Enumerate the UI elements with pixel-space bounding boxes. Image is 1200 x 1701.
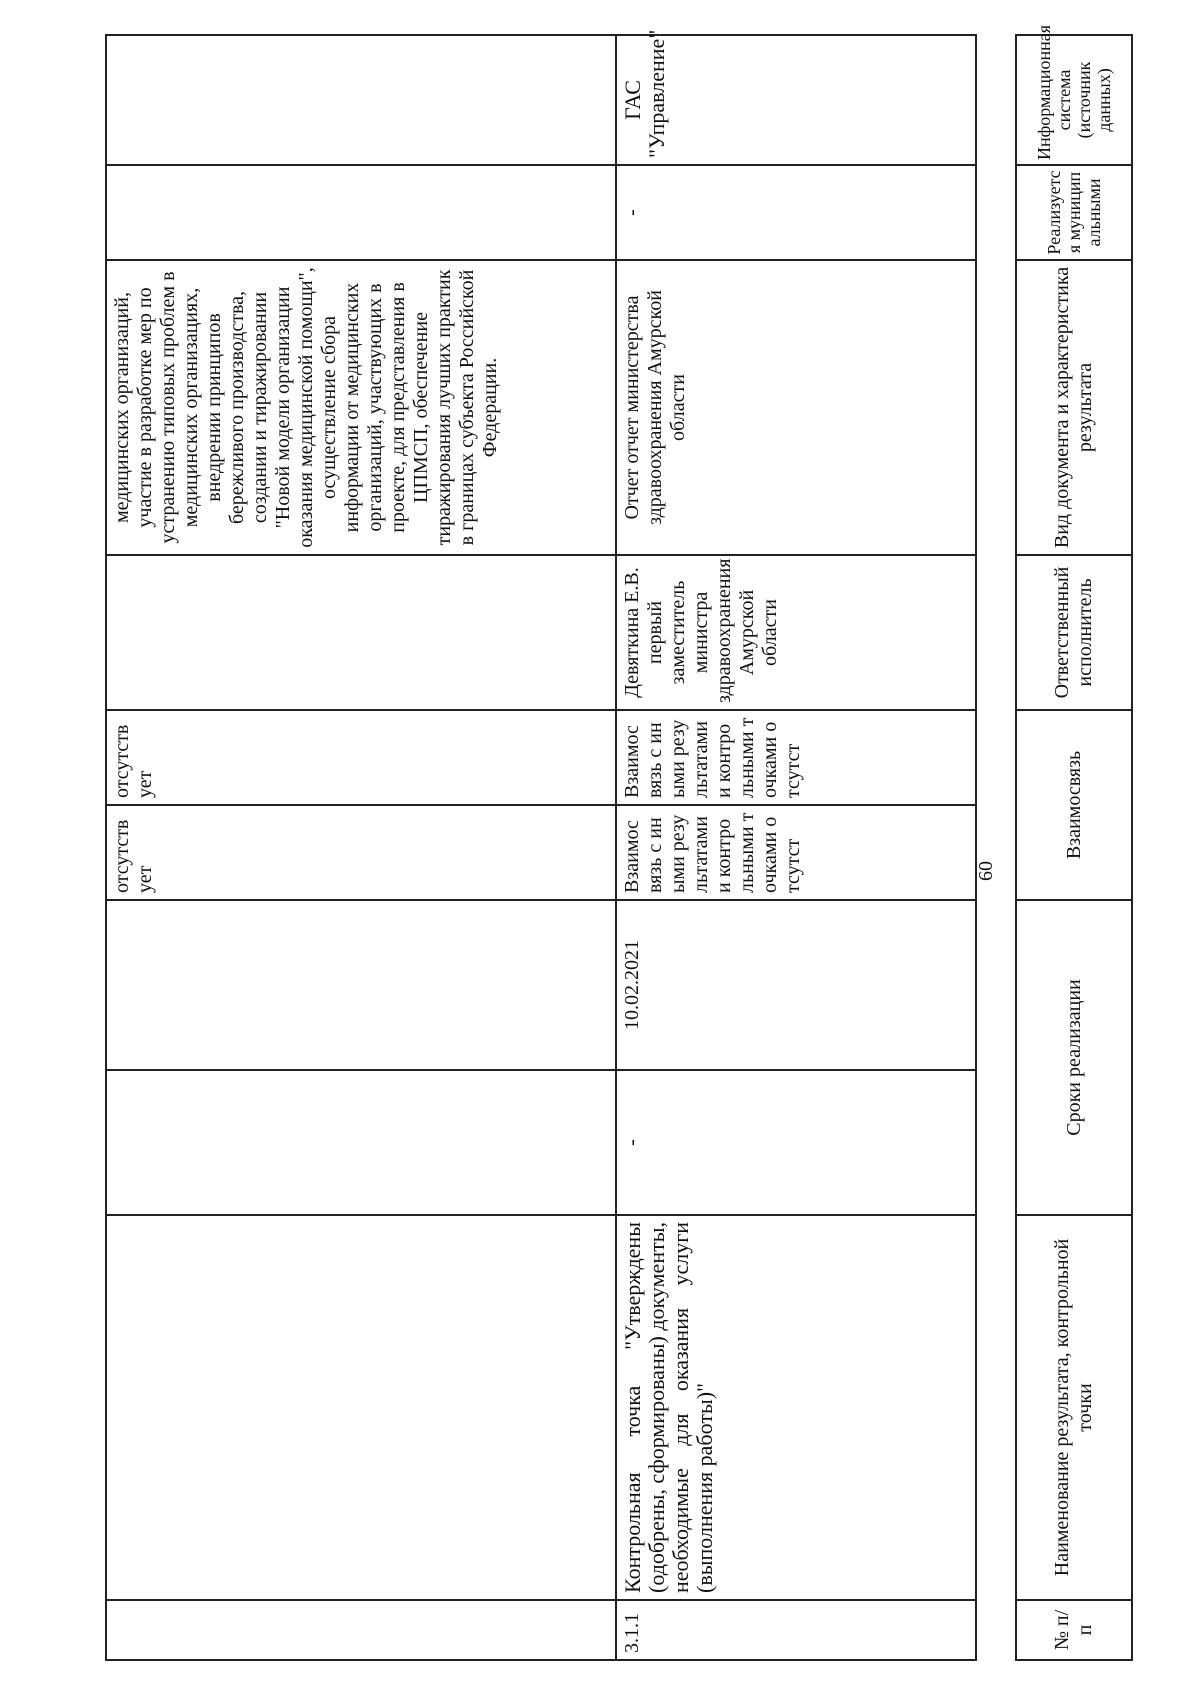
cell-link-next: отсутствует [106, 710, 616, 805]
cell-doc: Отчет отчет министерства здравоохранения Амурской области [616, 260, 976, 555]
heading-dates: Сроки реализации [1016, 900, 1132, 1215]
cell-name [106, 1215, 616, 1600]
heading-num: № п/п [1016, 1600, 1132, 1660]
table-row [616, 35, 976, 1660]
heading-owner: Ответственный исполнитель [1016, 555, 1132, 710]
cell-link-next: Взаимосвязь с иными результатами и контрольными точками отсутст [616, 710, 976, 805]
heading-name: Наименование результата, контрольной точки [1016, 1215, 1132, 1600]
table-row [106, 35, 616, 1660]
cell-owner [106, 555, 616, 710]
cell-owner: Девяткина Е.В. первый заместитель министра здравоохранения Амурской области [616, 555, 976, 710]
cell-base: - [616, 1070, 976, 1215]
cell-name: Контрольная точка "Утверждены (одобрены, сформированы) документы, необходимые для оказания услуги (выполнения работы)" [616, 1215, 976, 1600]
cell-date [106, 900, 616, 1070]
cell-date: 10.02.2021 [616, 900, 976, 1070]
heading-municipal: Реализуется муниципальными [1016, 165, 1132, 260]
cell-link-prev: отсутствует [106, 805, 616, 900]
header-legend-table [1015, 24, 1133, 1661]
cell-system [106, 35, 616, 165]
heading-doc: Вид документа и характеристика результата [1016, 260, 1132, 555]
cell-system: ГАС "Управление" [616, 35, 976, 165]
cell-num: 3.1.1 [616, 1600, 976, 1660]
cell-municipal [106, 165, 616, 260]
cell-doc: медицинских организаций, участие в разработке мер по устранению типовых проблем в медицинских организациях, внедрении принципов бережливого производства, создании и тиражировании "Новой модели организации оказания медицинской помощи", осуществление сбора информации от медицинских организаций, участвующих в проекте, для представления в ЦПМСП, обеспечение тиражирования лучших практик в границах субъекта Российской Федерации. [106, 260, 616, 555]
cell-municipal: - [616, 165, 976, 260]
cell-base [106, 1070, 616, 1215]
page-number: 60 [975, 861, 997, 881]
cell-link-prev: Взаимосвязь с иными результатами и контрольными точками отсутст [616, 805, 976, 900]
heading-link: Взаимосвязь [1016, 710, 1132, 900]
cell-num [106, 1600, 616, 1660]
heading-system: Информационная система (источник данных) [1016, 35, 1132, 165]
column-headings [1016, 35, 1132, 1660]
main-table [105, 29, 977, 1661]
